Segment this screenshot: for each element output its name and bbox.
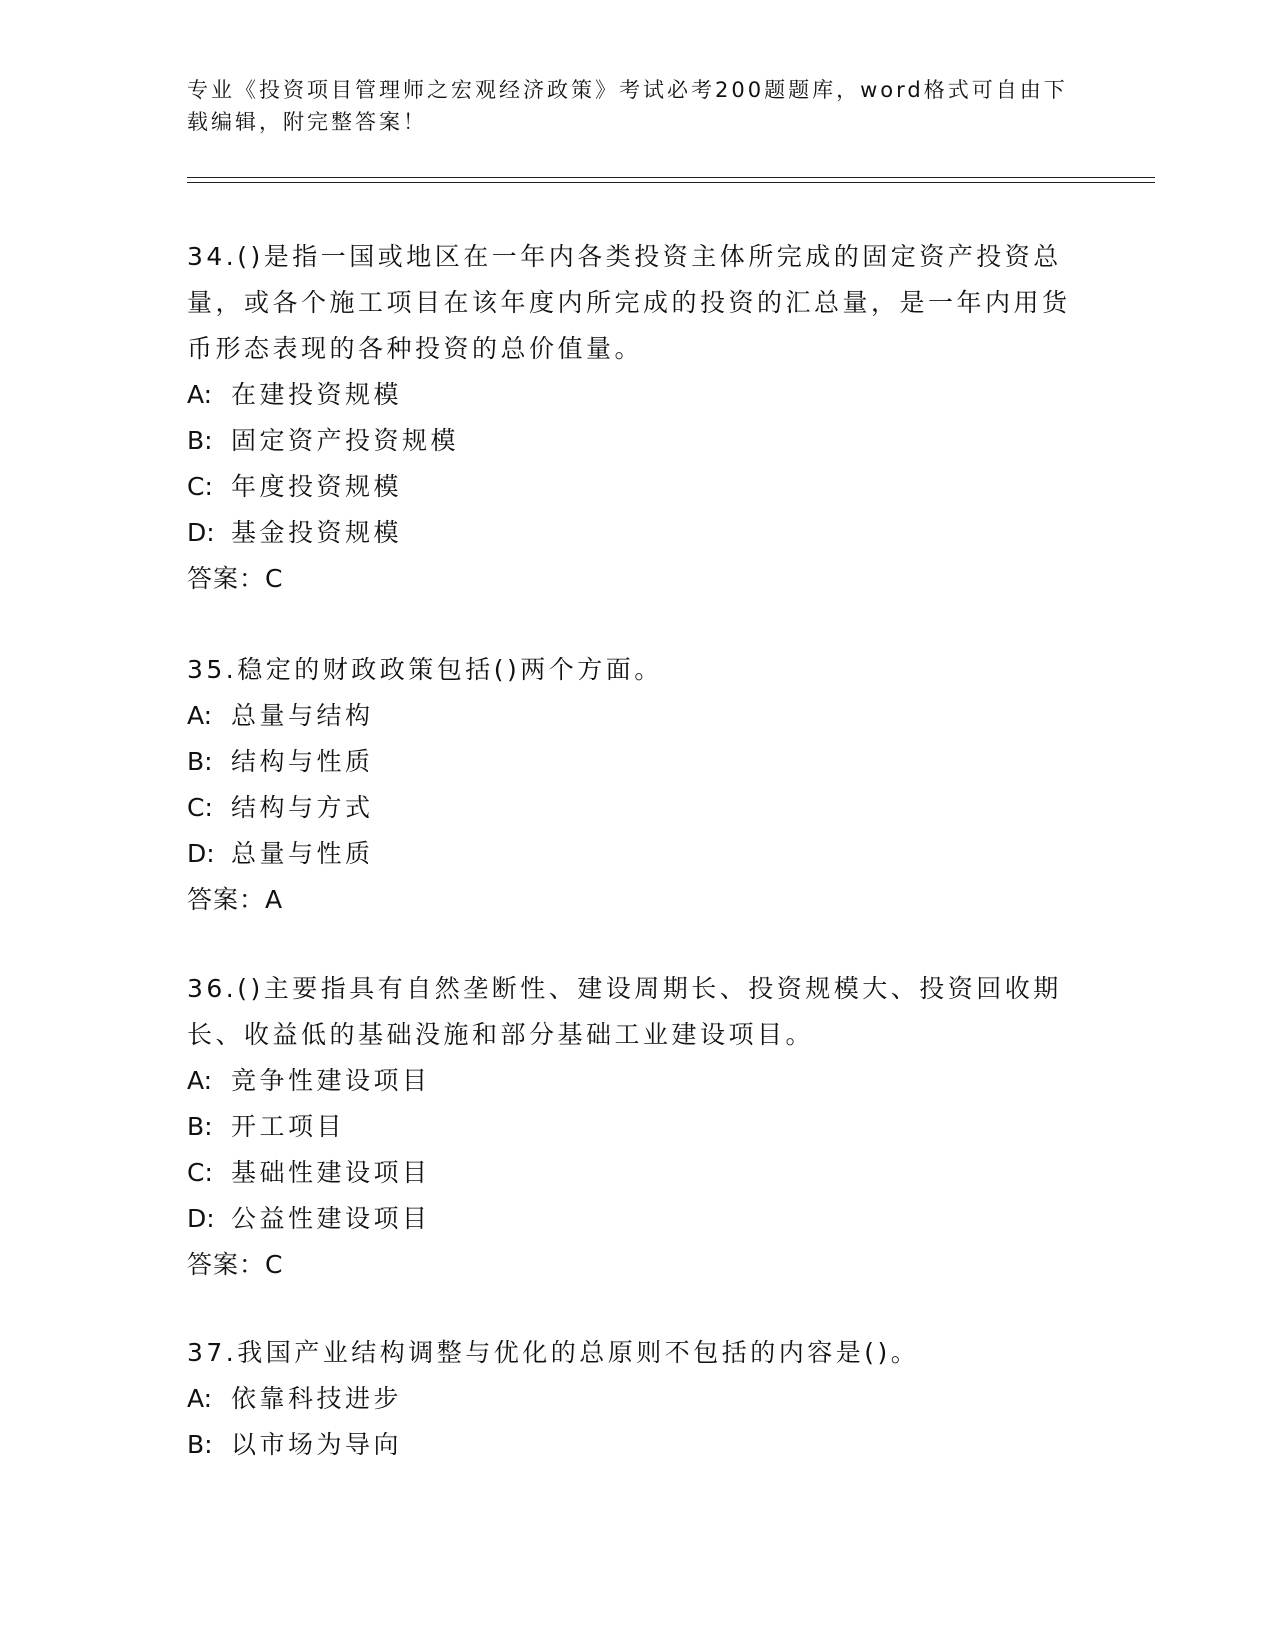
- option-letter: A:: [187, 1066, 213, 1095]
- option-b: [187, 418, 1087, 464]
- option-text: 年度投资规模: [231, 472, 403, 501]
- question-37: [187, 1330, 1087, 1468]
- option-a: [187, 693, 1087, 739]
- option-letter: B:: [187, 426, 213, 455]
- question-35: [187, 647, 1087, 923]
- option-c: [187, 1150, 1087, 1196]
- option-d: [187, 1196, 1087, 1242]
- option-d: [187, 510, 1087, 556]
- answer-label: 答案：: [187, 564, 266, 593]
- question-36: [187, 966, 1087, 1288]
- option-letter: C:: [187, 472, 213, 501]
- header-intro-text: 专业《投资项目管理师之宏观经济政策》考试必考200题题库，word格式可自由下载编辑，附完整答案！: [187, 78, 1068, 134]
- answer-value: C: [265, 1250, 284, 1279]
- option-letter: B:: [187, 1112, 213, 1141]
- option-text: 以市场为导向: [231, 1430, 403, 1459]
- option-text: 基础性建设项目: [231, 1158, 431, 1187]
- option-letter: B:: [187, 747, 213, 776]
- option-b: [187, 1422, 1087, 1468]
- document-header: [187, 74, 1087, 138]
- option-letter: D:: [187, 839, 215, 868]
- answer-value: C: [265, 564, 284, 593]
- option-text: 结构与方式: [231, 793, 374, 822]
- question-text: 36.()主要指具有自然垄断性、建设周期长、投资规模大、投资回收期长、收益低的基础没施和部分基础工业建设项目。: [187, 974, 1062, 1049]
- option-b: [187, 1104, 1087, 1150]
- answer-value: A: [265, 885, 284, 914]
- option-letter: A:: [187, 701, 213, 730]
- option-letter: C:: [187, 1158, 213, 1187]
- option-letter: A:: [187, 380, 213, 409]
- option-a: [187, 372, 1087, 418]
- option-d: [187, 831, 1087, 877]
- option-letter: D:: [187, 518, 215, 547]
- answer-line: [187, 877, 1087, 923]
- option-text: 开工项目: [231, 1112, 346, 1141]
- option-text: 总量与性质: [231, 839, 374, 868]
- option-text: 总量与结构: [231, 701, 374, 730]
- header-divider-bottom: [187, 182, 1155, 183]
- option-a: [187, 1058, 1087, 1104]
- answer-line: [187, 556, 1087, 602]
- option-text: 竞争性建设项目: [231, 1066, 431, 1095]
- question-text: 35.稳定的财政政策包括()两个方面。: [187, 655, 663, 684]
- option-text: 在建投资规模: [231, 380, 403, 409]
- option-c: [187, 785, 1087, 831]
- option-letter: A:: [187, 1384, 213, 1413]
- question-34: [187, 234, 1087, 602]
- option-b: [187, 739, 1087, 785]
- question-text: 34.()是指一国或地区在一年内各类投资主体所完成的固定资产投资总量，或各个施工项目在该年度内所完成的投资的汇总量，是一年内用货币形态表现的各种投资的总价值量。: [187, 242, 1071, 363]
- option-c: [187, 464, 1087, 510]
- question-text: 37.我国产业结构调整与优化的总原则不包括的内容是()。: [187, 1338, 920, 1367]
- option-letter: C:: [187, 793, 213, 822]
- answer-label: 答案：: [187, 885, 266, 914]
- option-text: 固定资产投资规模: [231, 426, 460, 455]
- option-text: 依靠科技进步: [231, 1384, 403, 1413]
- answer-label: 答案：: [187, 1250, 266, 1279]
- option-letter: B:: [187, 1430, 213, 1459]
- option-text: 结构与性质: [231, 747, 374, 776]
- option-a: [187, 1376, 1087, 1422]
- answer-line: [187, 1242, 1087, 1288]
- option-letter: D:: [187, 1204, 215, 1233]
- option-text: 基金投资规模: [231, 518, 403, 547]
- header-divider-top: [187, 177, 1155, 178]
- option-text: 公益性建设项目: [231, 1204, 431, 1233]
